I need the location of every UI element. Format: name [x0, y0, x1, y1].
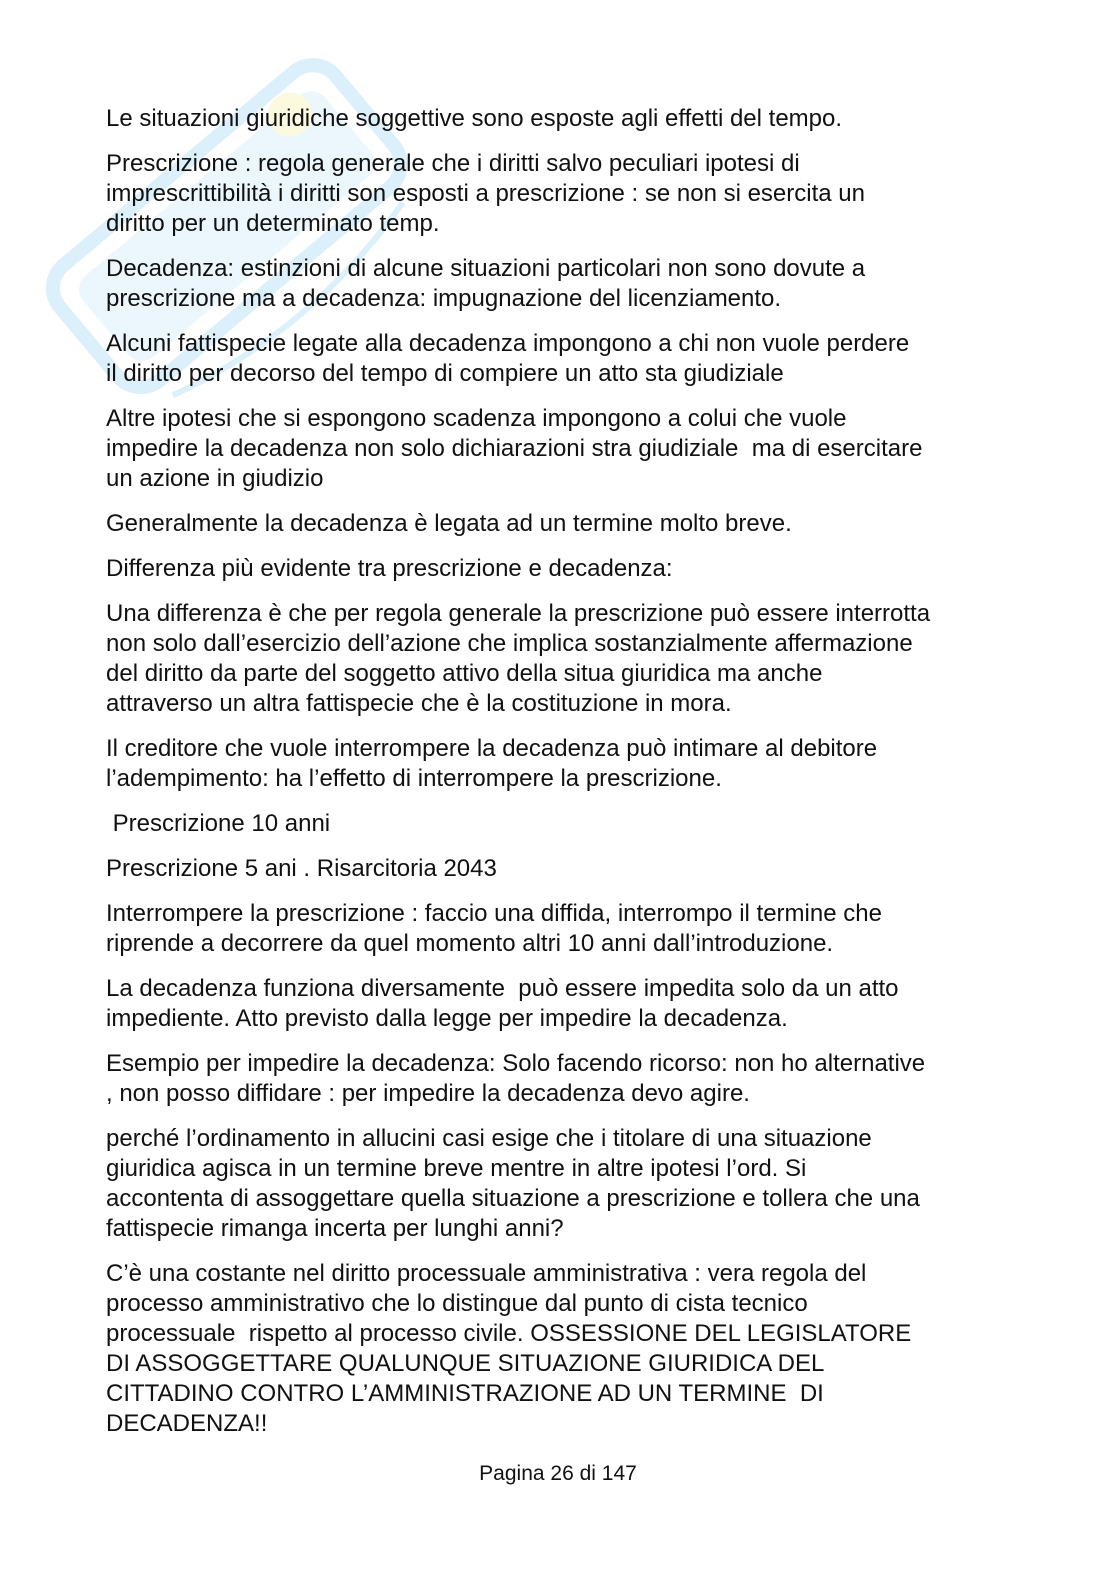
paragraph-decadenza: Decadenza: estinzioni di alcune situazioni particolari non sono dovute a prescrizione ma a decadenza: impugnazione del licenziamento.: [106, 255, 866, 312]
paragraph-decadenza-funziona: La decadenza funziona diversamente può essere impedita solo da un atto impediente. Atto previsto dalla legge per impedire la decadenza.: [106, 975, 899, 1032]
paragraph-intro: Le situazioni giuridiche soggettive sono esposte agli effetti del tempo.: [106, 105, 843, 132]
paragraph-esempio: Esempio per impedire la decadenza: Solo facendo ricorso: non ho alternative , non posso diffidare : per impedire la decadenza devo agire.: [106, 1050, 926, 1107]
paragraph-differenza-titolo: Differenza più evidente tra prescrizione e decadenza:: [106, 555, 673, 582]
paragraph-prescrizione-5: Prescrizione 5 ani . Risarcitoria 2043: [106, 855, 497, 882]
paragraph-fattispecie: Alcuni fattispecie legate alla decadenza impongono a chi non vuole perdere il diritto per decorso del tempo di compiere un atto sta giudiziale: [106, 330, 910, 387]
paragraph-prescrizione-10: Prescrizione 10 anni: [106, 810, 331, 837]
document-body: [106, 104, 1016, 1454]
paragraph-creditore: Il creditore che vuole interrompere la decadenza può intimare al debitore l’adempimento: ha l’effetto di interrompere la prescrizione.: [106, 735, 878, 792]
paragraph-differenza: Una differenza è che per regola generale la prescrizione può essere interrotta non solo dall’esercizio dell’azione che implica sostanzialmente affermazione del diritto da parte del soggetto attivo della situa giuridica ma anche attraverso un altra fattispecie che è la costituzione in mora.: [106, 600, 931, 717]
paragraph-altre-ipotesi: Altre ipotesi che si espongono scadenza impongono a colui che vuole impedire la decadenza non solo dichiarazioni stra giudiziale ma di esercitare un azione in giudizio: [106, 405, 923, 492]
paragraph-domanda: perché l’ordinamento in allucini casi esige che i titolare di una situazione giuridica agisca in un termine breve mentre in altre ipotesi l’ord. Si accontenta di assoggettare quella situazione a prescrizione e tollera che una fattispecie rimanga incerta per lunghi anni?: [106, 1125, 920, 1242]
paragraph-termine-breve: Generalmente la decadenza è legata ad un termine molto breve.: [106, 510, 792, 537]
page-number: Pagina 26 di 147: [479, 1462, 637, 1485]
paragraph-interrompere: Interrompere la prescrizione : faccio una diffida, interrompo il termine che riprende a decorrere da quel momento altri 10 anni dall’introduzione.: [106, 900, 882, 957]
paragraph-costante: C’è una costante nel diritto processuale amministrativa : vera regola del processo amministrativo che lo distingue dal punto di cista tecnico processuale rispetto al processo civile. OSSESSIONE DEL LEGISLATORE DI ASSOGGETTARE QUALUNQUE SITUAZIONE GIURIDICA DEL CITTADINO CONTRO L’AMMINISTRAZIONE AD UN TERMINE DI DECADENZA!!: [106, 1260, 912, 1437]
paragraph-prescrizione: Prescrizione : regola generale che i diritti salvo peculiari ipotesi di imprescrittibilità i diritti son esposti a prescrizione : se non si esercita un diritto per un determinato temp.: [106, 150, 865, 237]
